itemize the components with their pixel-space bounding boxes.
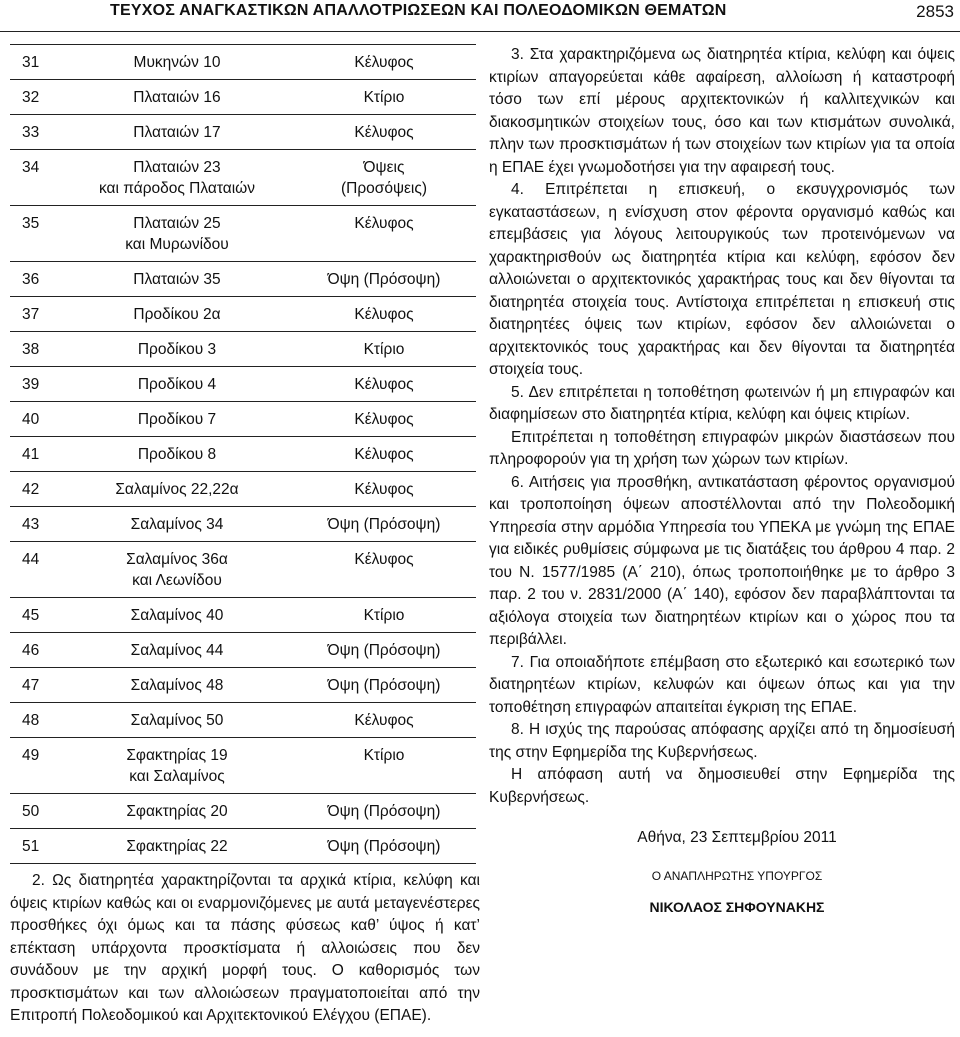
address-line: Προδίκου 8 [137, 446, 217, 463]
type-line: Κέλυφος [354, 376, 414, 393]
address-line: Σαλαμίνος 36α [126, 551, 228, 568]
row-type [292, 80, 476, 115]
row-address [62, 598, 292, 633]
address-line: Σαλαμίνος 50 [130, 712, 224, 729]
row-number: 35 [22, 215, 40, 232]
row-number: 49 [22, 747, 40, 764]
row-address [62, 332, 292, 367]
paragraph-9: Η απόφαση αυτή να δημοσιευθεί στην Εφημερίδα της Κυβερνήσεως. [489, 766, 955, 806]
address-line: Προδίκου 3 [137, 341, 217, 358]
paragraph-4: 4. Επιτρέπεται η επισκευή, ο εκσυγχρονισμός των εγκαταστάσεων, η ενίσχυση στον φέροντα οργανισμό καθώς και επεμβάσεις για λόγους λειτουργικούς των προτεινόμενων να χαρακτηρισθούν ως διατηρητέα κτίρια και κελύφη, εφόσον δεν αλλοιώνεται ο αρχιτεκτονικός χαρακτήρας τους και δεν θίγονται τα διατηρητέα στοιχεία τους. Αντίστοιχα επιτρέπεται η επισκευή στις διατηρητέες όψεις των κτιρίων, εφόσον δεν αλλοιώνεται ο αρχιτεκτονικός τους χαρακτήρας και δεν θίγονται τα διατηρητέα στοιχεία τους. [489, 181, 955, 378]
signature-name: ΝΙΚΟΛΑΟΣ ΣΗΦΟΥΝΑΚΗΣ [649, 899, 825, 915]
row-number: 50 [22, 803, 40, 820]
row-type [292, 703, 476, 738]
row-number: 32 [22, 89, 40, 106]
address-line: Σαλαμίνος 44 [130, 642, 224, 659]
row-number: 39 [22, 376, 40, 393]
row-address [62, 542, 292, 598]
type-line: Κέλυφος [354, 306, 414, 323]
table-row [10, 703, 476, 738]
row-type [292, 437, 476, 472]
buildings-table [10, 44, 476, 864]
row-type [292, 542, 476, 598]
type-line: Όψη (Πρόσοψη) [327, 803, 441, 820]
type-line: Όψεις [363, 159, 405, 176]
row-type [292, 472, 476, 507]
type-line: Κέλυφος [354, 446, 414, 463]
row-type [292, 150, 476, 206]
paragraph-2: 2. Ως διατηρητέα χαρακτηρίζονται τα αρχικά κτίρια, κελύφη και όψεις κτιρίων καθώς και οι εναρμονιζόμενες με αυτά μεταγενέστερες προσθήκες όχι όμως και τα πάσης φύσεως καθ’ ύψος ή κατ’ επέκταση υπάρχοντα προσκτίσματα ή αλλοιώσεις που δεν συνάδουν με την αρχική μορφή τους. Ο καθορισμός των προσκτισμάτων και των αλλοιώσεων πραγματοποιείται από την Επιτροπή Πολεοδομικού και Αρχιτεκτονικού Ελέγχου (ΕΠΑΕ). [10, 872, 480, 1024]
type-line: Κτίριο [363, 89, 405, 106]
type-line: Κέλυφος [354, 124, 414, 141]
type-line: Κέλυφος [354, 411, 414, 428]
row-type [292, 668, 476, 703]
type-line: Κέλυφος [354, 551, 414, 568]
row-number: 31 [22, 54, 40, 71]
address-line: Προδίκου 4 [137, 376, 217, 393]
table-row [10, 206, 476, 262]
row-number: 38 [22, 341, 40, 358]
row-type [292, 829, 476, 864]
table-row [10, 80, 476, 115]
paragraph-5b: Επιτρέπεται η τοποθέτηση επιγραφών μικρών διαστάσεων που πληροφορούν για τη χρήση των χώρων των κτιρίων. [489, 428, 955, 468]
row-type [292, 115, 476, 150]
address-line: Προδίκου 2α [133, 306, 221, 323]
row-type [292, 738, 476, 794]
address-line: Προδίκου 7 [137, 411, 217, 428]
row-type [292, 507, 476, 542]
table-row [10, 437, 476, 472]
table-row [10, 598, 476, 633]
address-line: Πλαταιών 17 [133, 124, 221, 141]
row-type [292, 206, 476, 262]
buildings-table-body [10, 45, 476, 864]
table-row [10, 297, 476, 332]
row-type [292, 262, 476, 297]
row-address [62, 150, 292, 206]
row-number: 51 [22, 838, 40, 855]
table-row [10, 668, 476, 703]
signature-role: Ο ΑΝΑΠΛΗΡΩΤΗΣ ΥΠΟΥΡΓΟΣ [651, 869, 823, 883]
address-line: και Λεωνίδου [132, 572, 222, 589]
address-line: Σαλαμίνος 48 [130, 677, 224, 694]
table-row [10, 332, 476, 367]
row-number: 37 [22, 306, 40, 323]
address-line: Μυκηνών 10 [133, 54, 221, 71]
row-number: 34 [22, 159, 40, 176]
row-type [292, 45, 476, 80]
table-row [10, 150, 476, 206]
row-type [292, 598, 476, 633]
row-address [62, 80, 292, 115]
row-address [62, 115, 292, 150]
page-header [0, 0, 960, 32]
address-line: και Σαλαμίνος [129, 768, 225, 785]
row-address [62, 367, 292, 402]
row-address [62, 507, 292, 542]
row-address [62, 402, 292, 437]
table-row [10, 262, 476, 297]
address-line: Σφακτηρίας 20 [126, 803, 228, 820]
row-address [62, 206, 292, 262]
row-address [62, 45, 292, 80]
type-line: Όψη (Πρόσοψη) [327, 271, 441, 288]
row-type [292, 633, 476, 668]
address-line: Σαλαμίνος 22,22α [115, 481, 239, 498]
address-line: Σφακτηρίας 19 [126, 747, 228, 764]
table-row [10, 472, 476, 507]
row-number: 47 [22, 677, 40, 694]
address-line: Πλαταιών 35 [133, 271, 221, 288]
address-line: Πλαταιών 25 [133, 215, 221, 232]
table-row [10, 45, 476, 80]
paragraph-3: 3. Στα χαρακτηριζόμενα ως διατηρητέα κτίρια, κελύφη και όψεις κτιρίων απαγορεύεται κάθε αφαίρεση, αλλοίωση ή καταστροφή τόσο των επί μέρους αρχιτεκτονικών ή καλλιτεχνικών και διακοσμητικών στοιχείων τους, όσο και των κτισμάτων συνολικά, πλην των προσκτισμάτων ή των στοιχείων των κτιρίων για τα οποία η ΕΠΑΕ έχει γνωμοδοτήσει για την αφαιρεσή τους. [489, 46, 955, 176]
row-number: 46 [22, 642, 40, 659]
table-row [10, 738, 476, 794]
row-address [62, 829, 292, 864]
page-number: 2853 [916, 2, 954, 21]
type-line: Κέλυφος [354, 215, 414, 232]
table-row [10, 402, 476, 437]
row-address [62, 633, 292, 668]
row-number: 41 [22, 446, 40, 463]
row-number: 44 [22, 551, 40, 568]
address-line: Πλαταιών 23 [133, 159, 221, 176]
row-number: 43 [22, 516, 40, 533]
row-type [292, 367, 476, 402]
row-address [62, 437, 292, 472]
row-address [62, 297, 292, 332]
paragraph-6: 6. Αιτήσεις για προσθήκη, αντικατάσταση φέροντος οργανισμού και τροποποίηση όψεων αποστέλλονται από την Πολεοδομική Υπηρεσία στην αρμόδια Υπηρεσία του ΥΠΕΚΑ με γνώμη της ΕΠΑΕ για ειδικές ρυθμίσεις σύμφωνα με τις διατάξεις του άρθρου 4 παρ. 2 του Ν. 1577/1985 (Α΄ 210), όπως τροποποιήθηκε με το άρθρο 3 παρ. 2 του ν. 2831/2000 (Α΄ 140), εφόσον δεν παραβλάπτονται τα αξιόλογα στοιχεία των διατηρητέων κτιρίων και ο χώρος που τα περιβάλλει. [489, 473, 955, 648]
row-address [62, 794, 292, 829]
type-line: Όψη (Πρόσοψη) [327, 838, 441, 855]
type-line: Κτίριο [363, 747, 405, 764]
type-line: Όψη (Πρόσοψη) [327, 677, 441, 694]
table-row [10, 829, 476, 864]
header-title: ΤΕΥΧΟΣ ΑΝΑΓΚΑΣΤΙΚΩΝ ΑΠΑΛΛΟΤΡΙΩΣΕΩΝ ΚΑΙ ΠΟΛΕΟΔΟΜΙΚΩΝ ΘΕΜΑΤΩΝ [110, 2, 727, 19]
type-line: Κέλυφος [354, 712, 414, 729]
row-type [292, 297, 476, 332]
row-address [62, 668, 292, 703]
address-line: και πάροδος Πλαταιών [99, 180, 255, 197]
type-line: Όψη (Πρόσοψη) [327, 516, 441, 533]
row-address [62, 703, 292, 738]
row-number: 48 [22, 712, 40, 729]
row-number: 40 [22, 411, 40, 428]
left-column [10, 44, 480, 1028]
address-line: Σφακτηρίας 22 [126, 838, 228, 855]
table-row [10, 542, 476, 598]
row-number: 36 [22, 271, 40, 288]
paragraph-8: 8. Η ισχύς της παρούσας απόφασης αρχίζει από τη δημοσίευσή της στην Εφημερίδα της Κυβερνήσεως. [489, 721, 955, 761]
paragraph-5: 5. Δεν επιτρέπεται η τοποθέτηση φωτεινών ή μη επιγραφών και διαφημίσεων στο διατηρητέα κτίρια, κελύφη και όψεις κτιρίων. [489, 383, 955, 423]
signature-date: Αθήνα, 23 Σεπτεμβρίου 2011 [637, 829, 837, 846]
table-row [10, 794, 476, 829]
type-line: Κτίριο [363, 607, 405, 624]
row-type [292, 794, 476, 829]
address-line: Πλαταιών 16 [133, 89, 221, 106]
row-address [62, 262, 292, 297]
row-number: 45 [22, 607, 40, 624]
paragraph-7: 7. Για οποιαδήποτε επέμβαση στο εξωτερικό και εσωτερικό των διατηρητέων κτιρίων, κελυφών και όψεων όπως και για την τοποθέτηση επιγραφών απαιτείται έγκριση της ΕΠΑΕ. [489, 653, 955, 716]
right-column [489, 44, 955, 915]
row-type [292, 332, 476, 367]
address-line: Σαλαμίνος 34 [130, 516, 224, 533]
type-line: (Προσόψεις) [340, 180, 427, 197]
table-row [10, 367, 476, 402]
address-line: Σαλαμίνος 40 [130, 607, 224, 624]
table-row [10, 507, 476, 542]
type-line: Όψη (Πρόσοψη) [327, 642, 441, 659]
address-line: και Μυρωνίδου [125, 236, 229, 253]
row-address [62, 472, 292, 507]
table-row [10, 633, 476, 668]
table-row [10, 115, 476, 150]
row-address [62, 738, 292, 794]
type-line: Κέλυφος [354, 481, 414, 498]
type-line: Κέλυφος [354, 54, 414, 71]
row-number: 42 [22, 481, 40, 498]
type-line: Κτίριο [363, 341, 405, 358]
row-type [292, 402, 476, 437]
row-number: 33 [22, 124, 40, 141]
